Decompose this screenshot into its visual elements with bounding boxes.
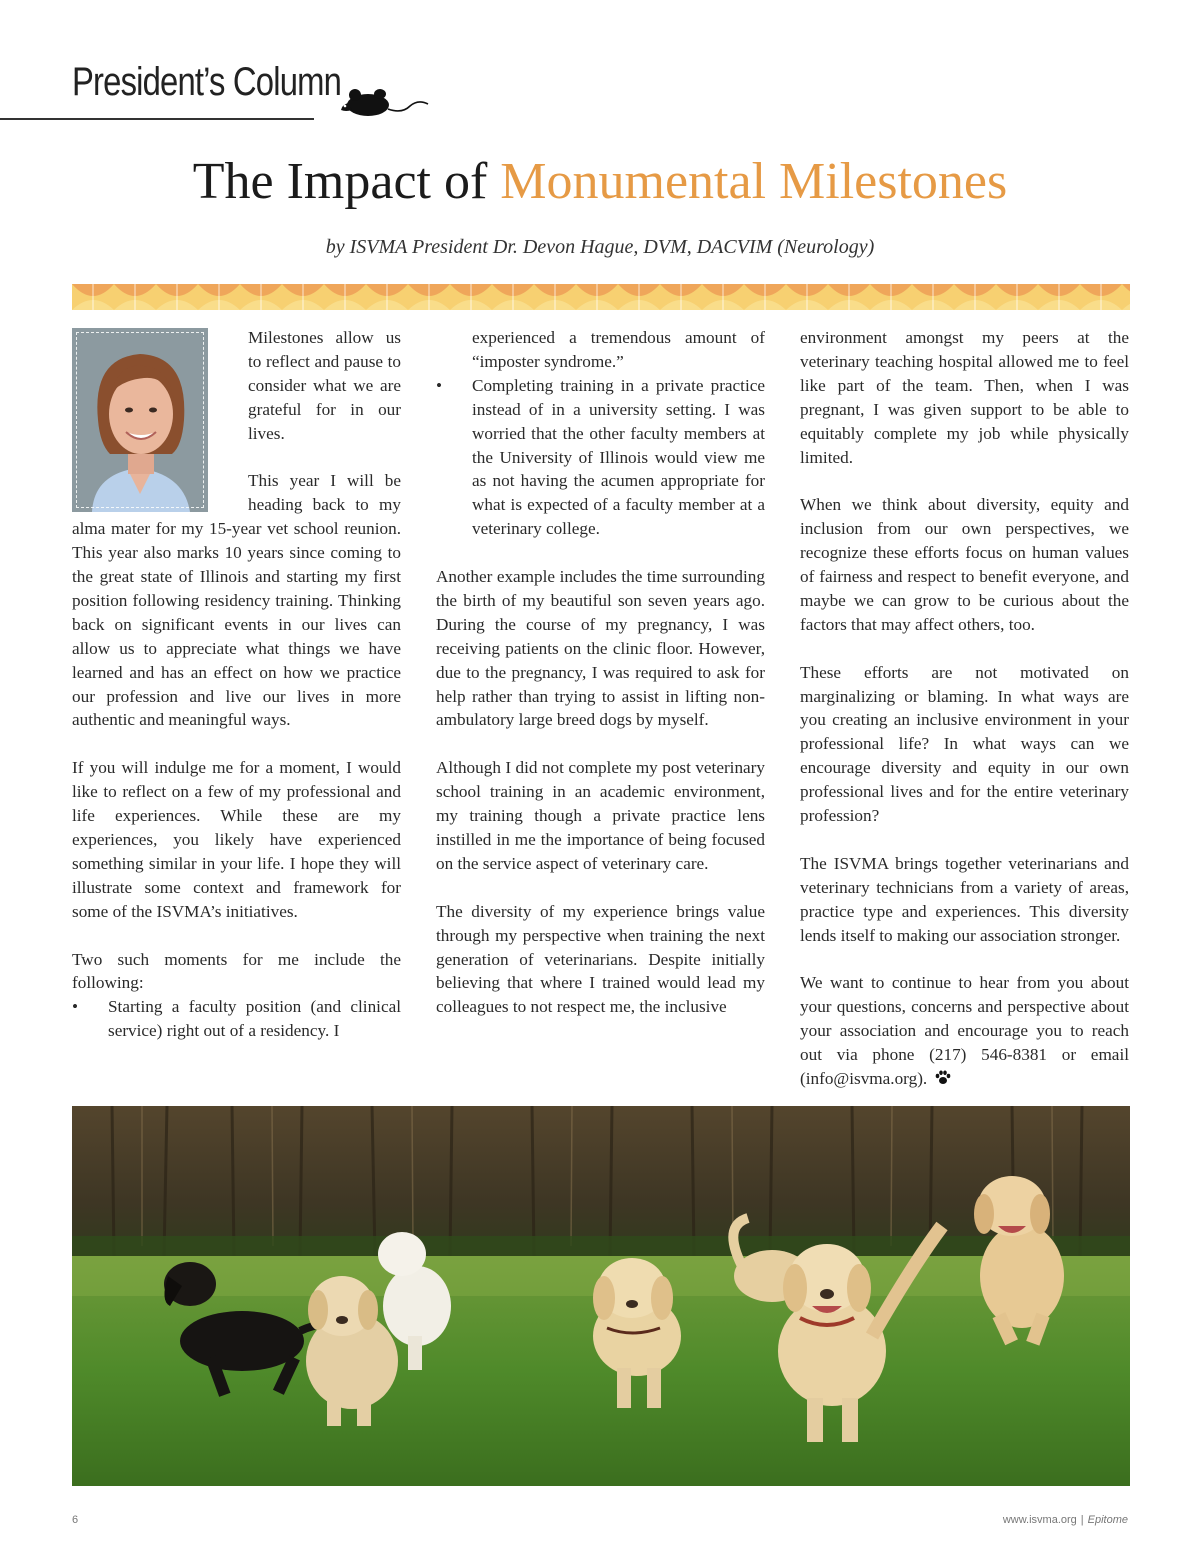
col2-paragraph-3: The diversity of my experience brings value through my perspective when training the next generation of veterinarians. Despite initially believing that where I trained would lead my colleagues to not respect me, the inclusive <box>436 901 765 1017</box>
bullet-1-text-start: Starting a faculty position (and clinical service) right out of a residency. I <box>108 997 401 1041</box>
bullet-item-2 <box>436 374 765 541</box>
column-1 <box>72 326 401 1043</box>
footer-separator: | <box>1080 1514 1084 1526</box>
col1-paragraph-1: Milestones allow us to reflect and pause to consider what we are grateful for in our lives. <box>248 328 401 443</box>
section-title: President’s Column <box>72 60 342 104</box>
bullet-1-text-end: experienced a tremendous amount of “imposter syndrome.” <box>472 328 765 371</box>
footer-credit <box>1003 1514 1128 1526</box>
portrait-frame <box>76 332 204 508</box>
column-2 <box>436 326 765 1019</box>
col3-paragraph-3: These efforts are not motivated on marginalizing or blaming. In what ways are you creating an inclusive environment in your professional life? In what ways can we encourage diversity and equity in our own professional lives and for the entire veterinary profession? <box>800 662 1129 826</box>
col1-paragraph-2: This year I will be heading back to my alma mater for my 15-year vet school reunion. This year also marks 10 years since coming to the great state of Illinois and starting my first position following residency training. Thinking back on significant events in our lives can allow us to appreciate what things we have learned and has an effect on how we practice our profession and live our lives in more authentic and meaningful ways. <box>72 471 401 730</box>
bullet-glyph: • <box>436 375 443 395</box>
footer-website: www.isvma.org <box>1002 1514 1077 1526</box>
col3-paragraph-2: When we think about diversity, equity and inclusion from our own perspectives, we recognize these efforts focus on human values of fairness and respect to benefit everyone, and maybe we can grow to be curious about the factors that may affect others, too. <box>800 495 1129 634</box>
col2-paragraph-1: Another example includes the time surrounding the birth of my beautiful son seven years ago. During the course of my pregnancy, I was receiving patients on the clinic floor. However, due to the pregnancy, I was required to ask for help rather than trying to assist in lifting non-ambulatory large breed dogs by myself. <box>436 567 765 730</box>
paw-icon <box>935 1070 951 1085</box>
col1-paragraph-3: If you will indulge me for a moment, I would like to reflect on a few of my professional and life experiences. While these are my experiences, you likely have experienced something similar in your life. I hope they will illustrate some context and framework for some of the ISVMA’s initiatives. <box>72 758 401 921</box>
mouse-icon <box>338 84 434 118</box>
bullet-item-1-continued <box>436 326 765 374</box>
title-main: The Impact of <box>192 153 501 210</box>
col1-paragraph-4: Two such moments for me include the following: <box>72 949 401 993</box>
column-3 <box>800 326 1129 1091</box>
page-number: 6 <box>72 1514 79 1526</box>
author-portrait <box>72 328 208 512</box>
byline: by ISVMA President Dr. Devon Hague, DVM, DACVIM (Neurology) <box>325 236 875 258</box>
article-title <box>0 152 1200 211</box>
col3-paragraph-4: The ISVMA brings together veterinarians and veterinary technicians from a variety of areas, practice type and experiences. This diversity lends itself to making our association stronger. <box>800 853 1129 945</box>
bullet-item-1 <box>72 995 401 1043</box>
col3-paragraph-5 <box>800 971 1129 1091</box>
footer-publication: Epitome <box>1087 1514 1128 1526</box>
decorative-pattern-band <box>72 284 1130 310</box>
bullet-glyph: • <box>72 997 79 1017</box>
title-accent: Monumental Milestones <box>500 153 1008 210</box>
dogs-running-photo <box>72 1106 1130 1486</box>
header-rule <box>0 118 314 120</box>
bullet-list-continued <box>436 326 765 541</box>
bullet-2-text: Completing training in a private practice instead of in a university setting. I was worried that the other faculty members at the University of Illinois would view me as not having the acumen appropriate for what is expected of a faculty member at a veterinary college. <box>472 375 765 539</box>
col3-paragraph-1: environment amongst my peers at the veterinary teaching hospital allowed me to feel like part of the team. Then, when I was pregnant, I was given support to be able to equitably complete my job while physically limited. <box>800 328 1129 467</box>
bullet-list <box>72 995 401 1043</box>
col2-paragraph-2: Although I did not complete my post veterinary school training in an academic environment, my training though a private practice lens instilled in me the importance of being focused on the service aspect of veterinary care. <box>436 758 765 873</box>
closing-text: We want to continue to hear from you about your questions, concerns and perspective about your association and encourage you to reach out via phone (217) 546-8381 or email (info@isvma.org). <box>800 973 1129 1089</box>
